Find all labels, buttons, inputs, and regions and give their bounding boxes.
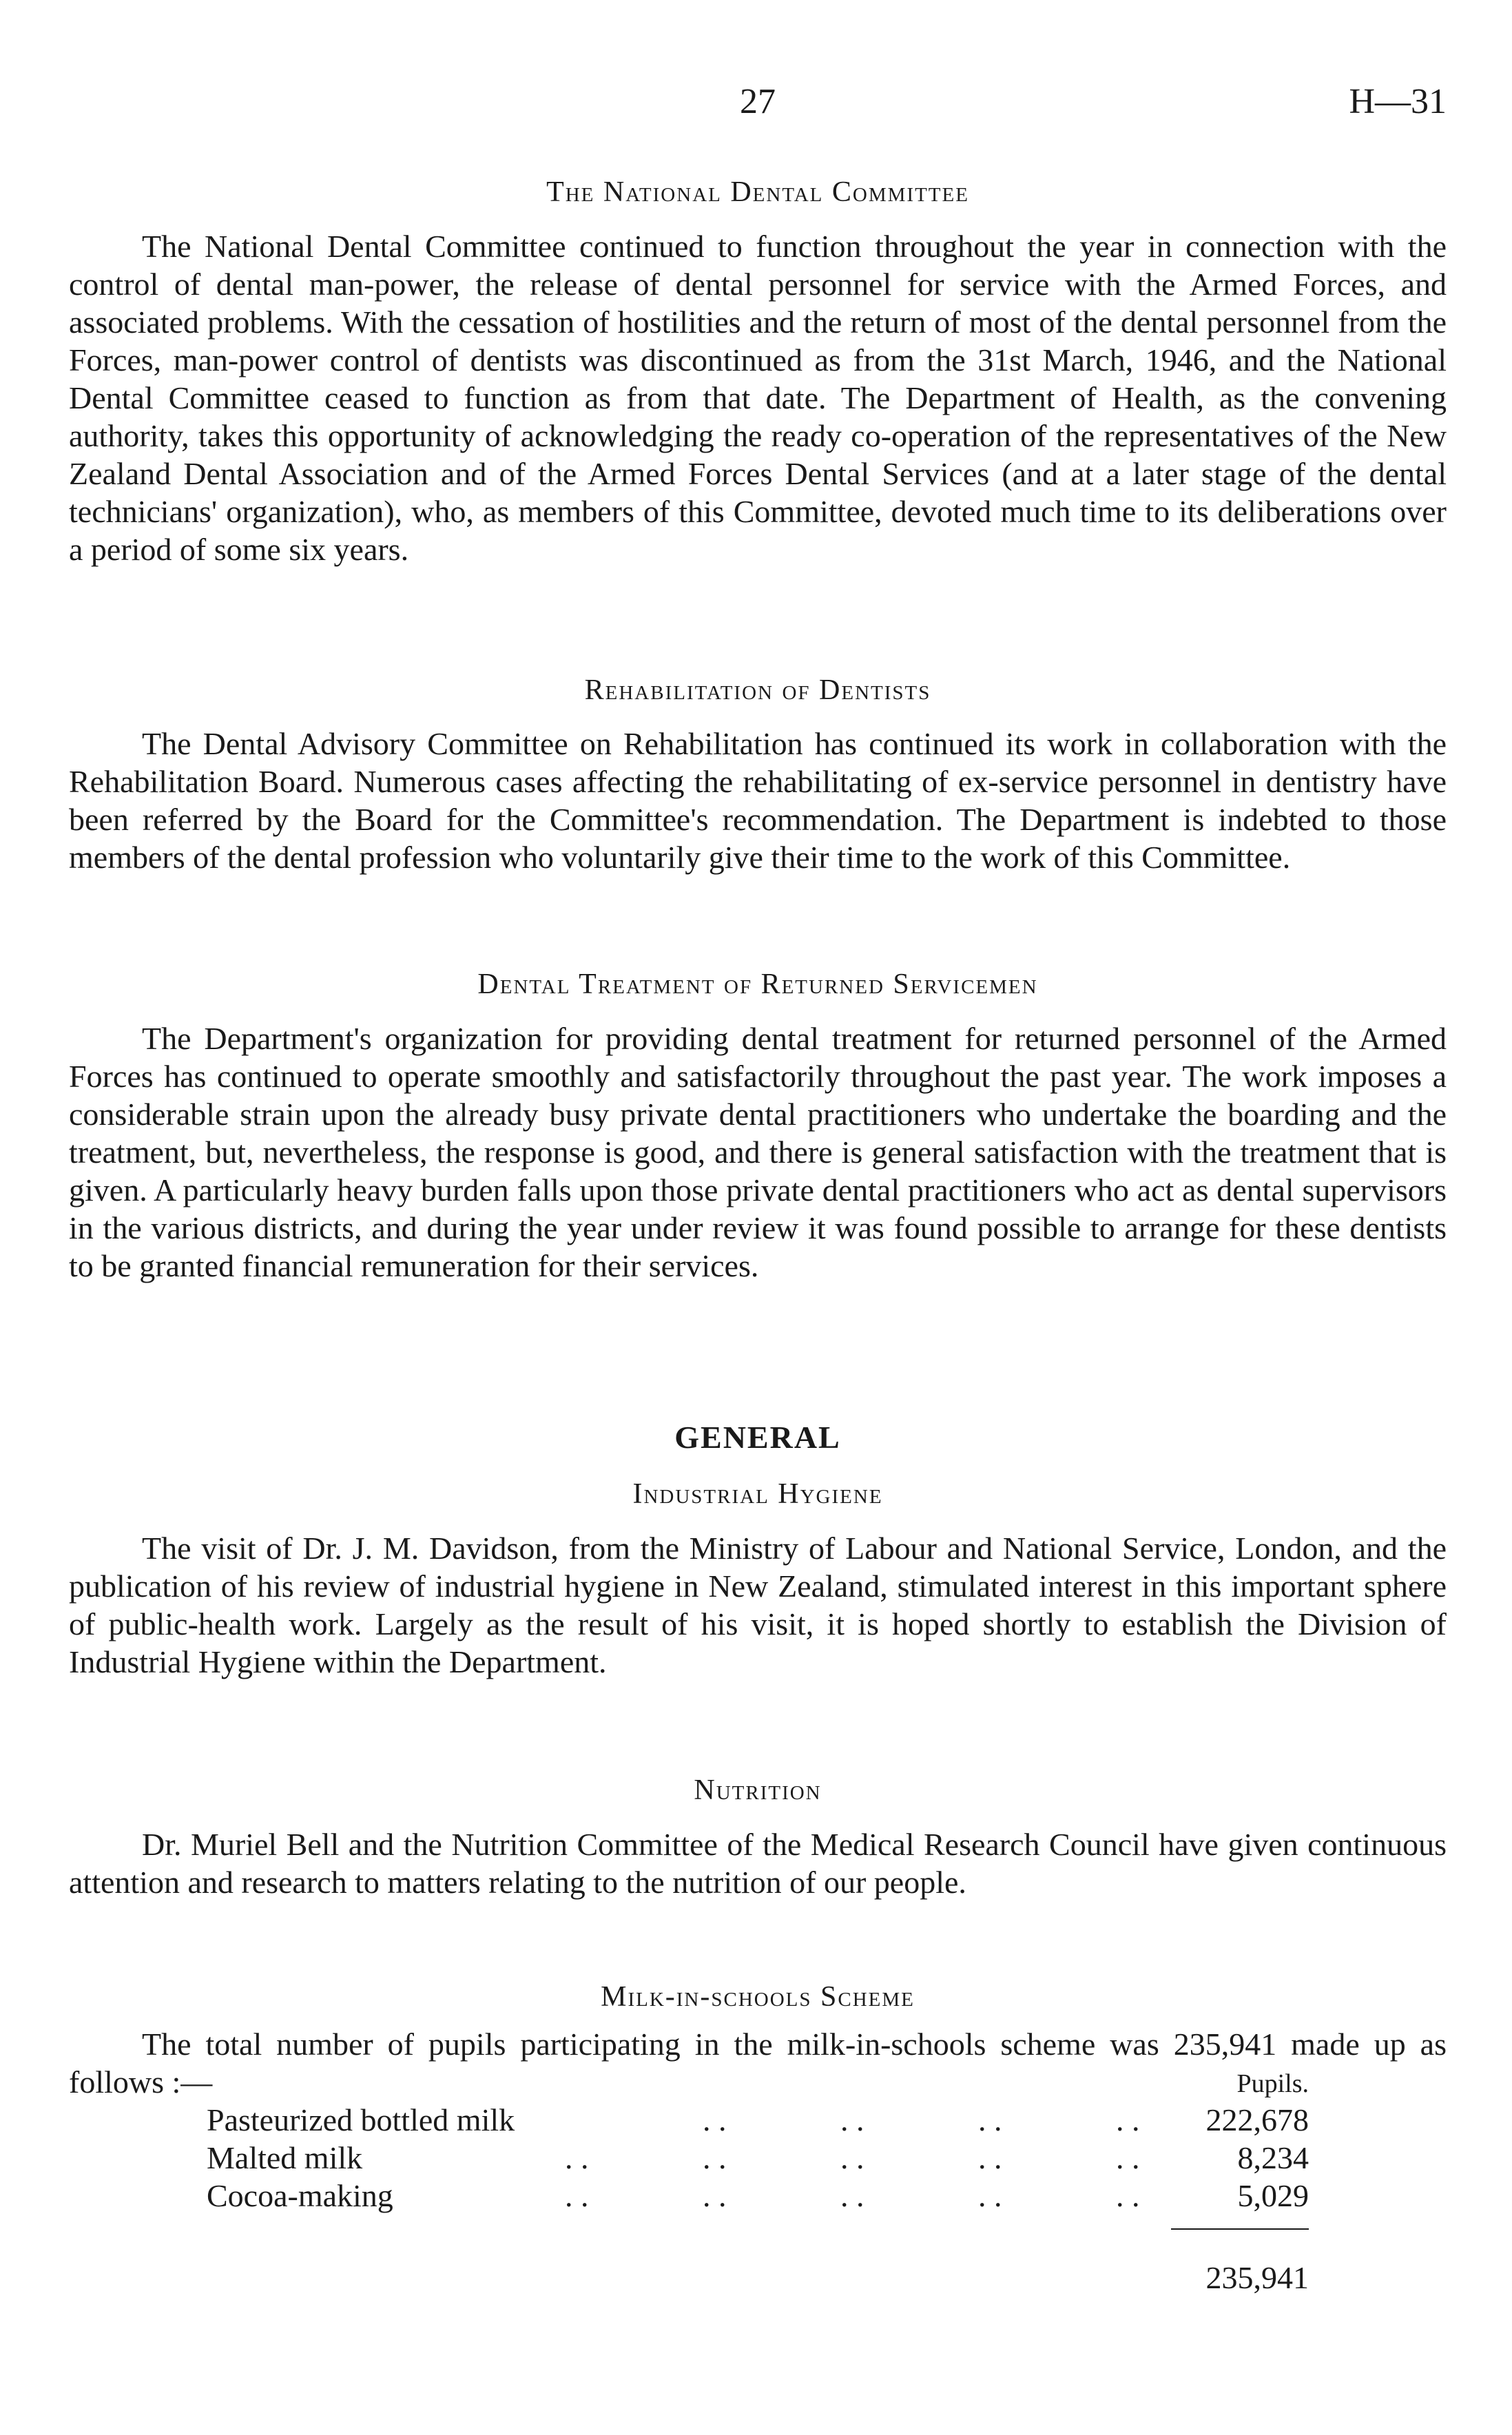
paragraph-dental-treatment-returned-servicemen: The Department's organization for providing dental treatment for returned personnel of the Armed Forces has continued to operate smoothly and satisfactorily throughout the past year. The work imposes a considerable strain upon the already busy private dental practitioners who undertake the boarding and the treatment, but, nevertheless, the response is good, and there is general satisfaction with the treatment that is given. A particularly heavy burden falls upon those private dental practitioners who act as dental supervisors in the various districts, and during the year under review it was found possible to arrange for these dentists to be granted financial remuneration for their services. [69, 1021, 1447, 1283]
paragraph-national-dental-committee: The National Dental Committee continued to function throughout the year in connection with the control of dental man-power, the release of dental personnel for service with the Armed Forces, and associated problems. With the cessation of hostilities and the return of most of the dental personnel from the Forces, man-power control of dentists was discontinued as from the 31st March, 1946, and the National Dental Committee ceased to function as from that date. The Department of Health, as the convening authority, takes this opportunity of acknowledging the ready co-operation of the representatives of the New Zealand Dental Association and of the Armed Forces Dental Services (and at a later stage of the dental technicians' organization), who, as members of this Committee, devoted much time to its deliberations over a period of some six years. [69, 229, 1447, 567]
heading-general: GENERAL [674, 1420, 841, 1455]
row-value: 222,678 [1205, 2102, 1309, 2137]
page-number: 27 [740, 82, 776, 121]
heading-dental-treatment-returned-servicemen: Dental Treatment of Returned Servicemen [477, 968, 1038, 1000]
table-column-header-pupils: Pupils. [1236, 2069, 1309, 2098]
table-row [207, 2139, 1309, 2177]
row-value: 5,029 [1237, 2178, 1309, 2213]
heading-milk-in-schools-scheme: Milk-in-schools Scheme [601, 1981, 915, 2013]
document-reference: H—31 [1349, 82, 1447, 121]
paragraph-nutrition: Dr. Muriel Bell and the Nutrition Committee of the Medical Research Council have given continuous attention and research to matters relating to the nutrition of our people. [69, 1827, 1447, 1900]
row-label: Cocoa-making [207, 2178, 393, 2213]
table-row [207, 2101, 1309, 2139]
dot-leaders: . . . . . . . . . . [565, 2140, 1140, 2175]
row-value: 8,234 [1237, 2140, 1309, 2175]
row-label: Malted milk [207, 2140, 363, 2175]
heading-industrial-hygiene: Industrial Hygiene [632, 1478, 883, 1510]
paragraph-industrial-hygiene: The visit of Dr. J. M. Davidson, from the Ministry of Labour and National Service, London, and the publication of his review of industrial hygiene in New Zealand, stimulated interest in this important sphere of public-health work. Largely as the result of his visit, it is hoped shortly to establish the Division of Industrial Hygiene within the Department. [69, 1531, 1447, 1679]
total-rule [1171, 2228, 1309, 2230]
dot-leaders: . . . . . . . . [703, 2102, 1140, 2137]
table-row [207, 2177, 1309, 2215]
heading-rehabilitation-of-dentists: Rehabilitation of Dentists [584, 674, 931, 706]
row-label: Pasteurized bottled milk [207, 2102, 515, 2137]
paragraph-rehabilitation-of-dentists: The Dental Advisory Committee on Rehabilitation has continued its work in collaboration with the Rehabilitation Board. Numerous cases affecting the rehabilitating of ex-service personnel in dentistry have been referred by the Board for the Committee's recommendation. The Department is indebted to those members of the dental profession who voluntarily give their time to the work of this Committee. [69, 726, 1447, 875]
table-total: 235,941 [1205, 2260, 1309, 2295]
heading-national-dental-committee: The National Dental Committee [546, 176, 969, 208]
paragraph-milk-in-schools-scheme: The total number of pupils participating in the milk-in-schools scheme was 235,941 made up as follows :— [69, 2027, 1447, 2100]
dot-leaders: . . . . . . . . . . [565, 2178, 1140, 2213]
heading-nutrition: Nutrition [694, 1774, 822, 1806]
